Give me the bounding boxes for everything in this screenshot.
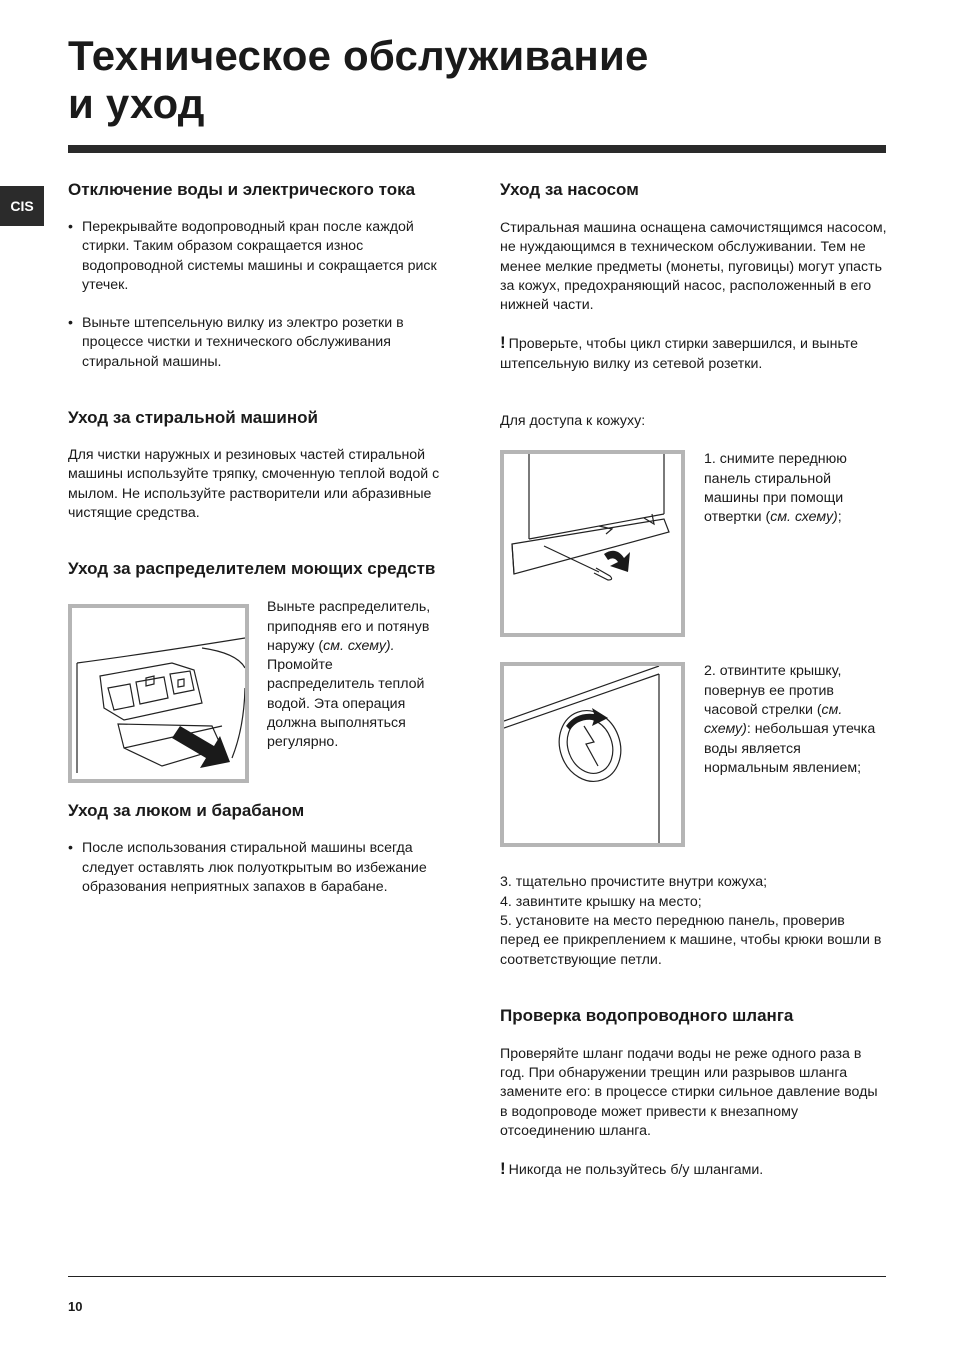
page-number: 10 <box>68 1299 83 1314</box>
section-heading-hose: Проверка водопроводного шланга <box>500 1005 794 1025</box>
footer-rule <box>68 1276 886 1277</box>
section-heading-power: Отключение воды и электрического тока <box>68 180 416 199</box>
panel-removal-illustration <box>500 450 685 637</box>
pump-warning: ! Проверьте, чтобы цикл стирки завершился, и выньте штепсельную вилку из сетевой розетки. <box>500 333 858 372</box>
section-heading-pump: Уход за насосом <box>500 180 639 199</box>
step5-text: 5. установите на место переднюю панель, проверив перед ее прикреплением к машине, чтобы крюки вошли в соответствующие петли. <box>500 912 882 968</box>
warning-mark: ! <box>500 1159 506 1179</box>
title-rule <box>68 145 886 153</box>
dispenser-block <box>68 598 446 783</box>
list-item: • Перекрывайте водопроводный кран после каждой стирки. Таким образом сокращается износ водопроводной системы машины и сокращается риск утечек. <box>68 218 446 295</box>
step4-text: 4. завинтите крышку на место; <box>500 893 702 910</box>
step2-text: 2. отвинтите крышку, повернув ее против часовой стрелки (см. схему): небольшая утечка воды является нормальным явлением; <box>704 663 876 776</box>
warning-mark: ! <box>500 333 506 353</box>
hose-warning: ! Никогда не пользуйтесь б/у шлангами. <box>500 1159 764 1179</box>
hose-text: Проверяйте шланг подачи воды не реже одного раза в год. При обнаружении трещин или разрывов шланга замените его: в процессе стирки сильное давление воды в водопроводе может привести к внезапному отсоединению шланга. <box>500 1045 878 1140</box>
step2-block <box>500 662 888 847</box>
dispenser-text: Выньте распределитель, приподняв его и потянув наружу (см. схему). Промойте распределитель теплой водой. Эта операция должна выполняться регулярно. <box>267 599 431 751</box>
list-item: • Выньте штепсельную вилку из электро розетки в процессе чистки и технического обслуживания стиральной машины. <box>68 314 446 372</box>
dispenser-illustration <box>68 604 249 783</box>
step1-block <box>500 450 888 637</box>
section-heading-machine-care: Уход за стиральной машиной <box>68 408 318 428</box>
pump-text: Стиральная машина оснащена самочистящимся насосом, не нуждающимся в техническом обслуживании. Тем не менее мелкие предметы (монеты, пуговицы) могут упасть за кожух, предохраняющий насос, расположенный в его нижней части. <box>500 220 887 314</box>
section-heading-door-drum: Уход за люком и барабаном <box>68 801 305 821</box>
language-tab: CIS <box>0 186 44 226</box>
cover-unscrew-illustration <box>500 662 685 847</box>
left-column <box>68 180 446 897</box>
title-line-2: и уход <box>68 80 205 127</box>
section-heading-dispenser: Уход за распределителем моющих средств <box>68 559 436 579</box>
access-text: Для доступа к кожуху: <box>500 413 646 430</box>
right-column <box>500 180 888 1181</box>
title-line-1: Техническое обслуживание <box>68 32 649 79</box>
power-bullets <box>68 218 446 372</box>
door-bullets <box>68 839 446 897</box>
step3-text: 3. тщательно прочистите внутри кожуха; <box>500 874 768 891</box>
list-item: • После использования стиральной машины всегда следует оставлять люк полуоткрытым во избежание образования неприятных запахов в барабане. <box>68 839 446 897</box>
step1-text: 1. снимите переднюю панель стиральной машины при помощи отвертки (см. схему); <box>704 451 847 526</box>
page-title <box>68 32 649 128</box>
machine-care-text: Для чистки наружных и резиновых частей стиральной машины используйте тряпку, смоченную теплой водой с мылом. Не используйте растворители или абразивные чистящие средства. <box>68 447 440 521</box>
